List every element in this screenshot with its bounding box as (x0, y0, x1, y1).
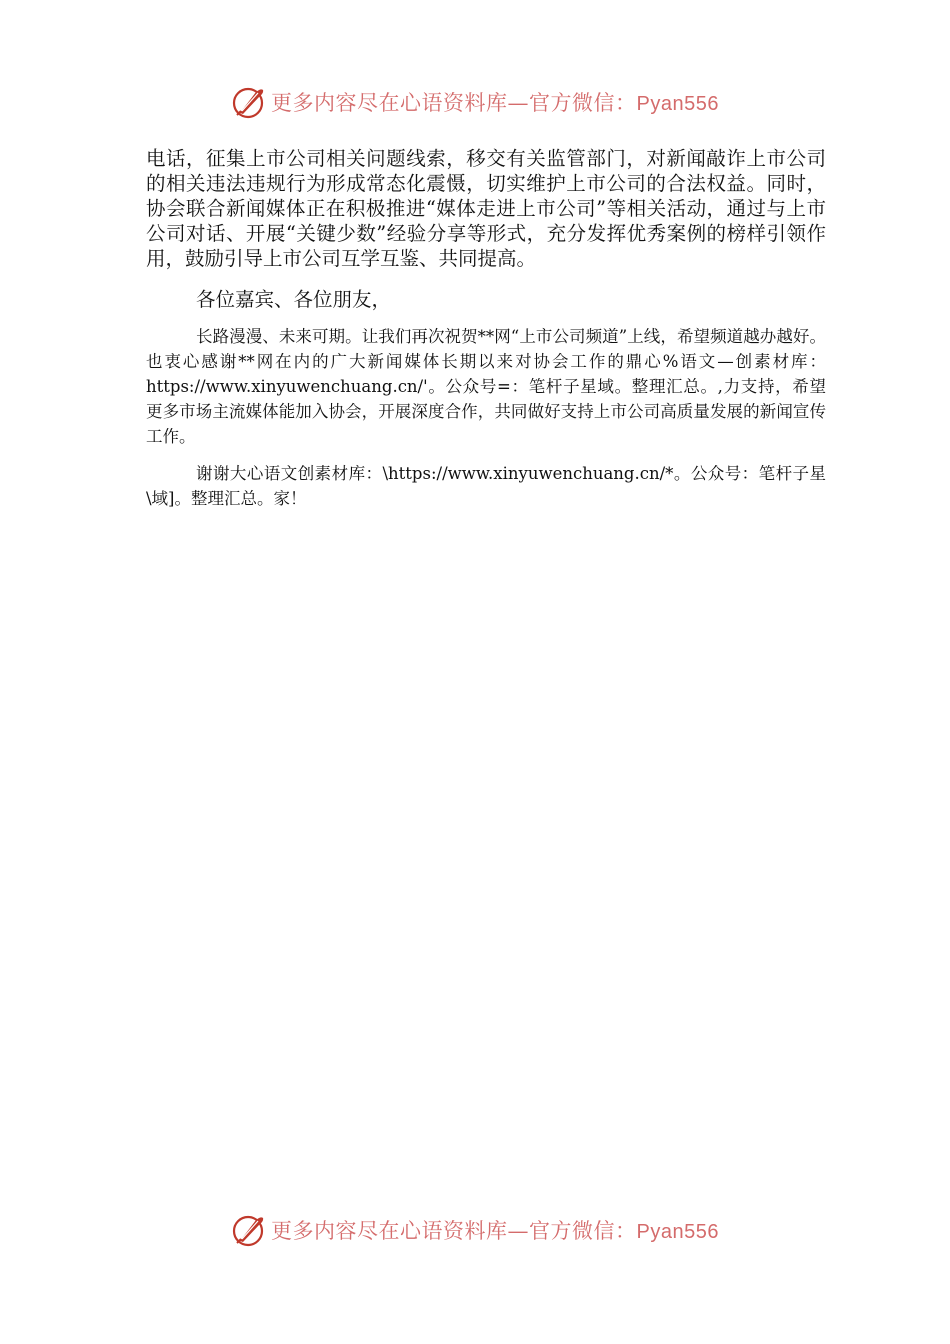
header-banner-text (271, 87, 719, 117)
quill-pen-icon (231, 84, 267, 120)
body-paragraph-salutation: 各位嘉宾、各位朋友， (196, 288, 392, 311)
footer-banner-cn: 更多内容尽在心语资料库—官方微信： (271, 1219, 637, 1243)
quill-pen-icon (231, 1212, 267, 1248)
footer-banner-text (271, 1215, 719, 1245)
document-body (146, 146, 826, 511)
footer-banner (0, 1208, 950, 1252)
footer-banner-wechat-id: Pyan556 (636, 1221, 719, 1243)
header-banner-cn: 更多内容尽在心语资料库—官方微信： (271, 91, 637, 115)
header-banner-wechat-id: Pyan556 (636, 93, 719, 115)
body-paragraph-3: 长路漫漫、未来可期。让我们再次祝贺**网“上市公司频道”上线，希望频道越办越好。也衷心感谢**网在内的广大新闻媒体长期以来对协会工作的鼎心%语文—创素材库：https://www.xinyuwenchuang.cn/'。公众号=：笔杆子星域。整理汇总。,力支持，希望更多市场主流媒体能加入协会，开展深度合作，共同做好支持上市公司高质量发展的新闻宣传工作。 (146, 327, 826, 446)
body-paragraph-4: 谢谢大心语文创素材库：\https://www.xinyuwenchuang.cn/*。公众号：笔杆子星\域]。整理汇总。家！ (146, 464, 826, 508)
header-banner (0, 80, 950, 124)
body-paragraph-1: 电话，征集上市公司相关问题线索，移交有关监管部门，对新闻敲诈上市公司的相关违法违规行为形成常态化震慑，切实维护上市公司的合法权益。同时，协会联合新闻媒体正在积极推进“媒体走进上市公司”等相关活动，通过与上市公司对话、开展“关键少数”经验分享等形式，充分发挥优秀案例的榜样引领作用，鼓励引导上市公司互学互鉴、共同提高。 (146, 147, 826, 270)
